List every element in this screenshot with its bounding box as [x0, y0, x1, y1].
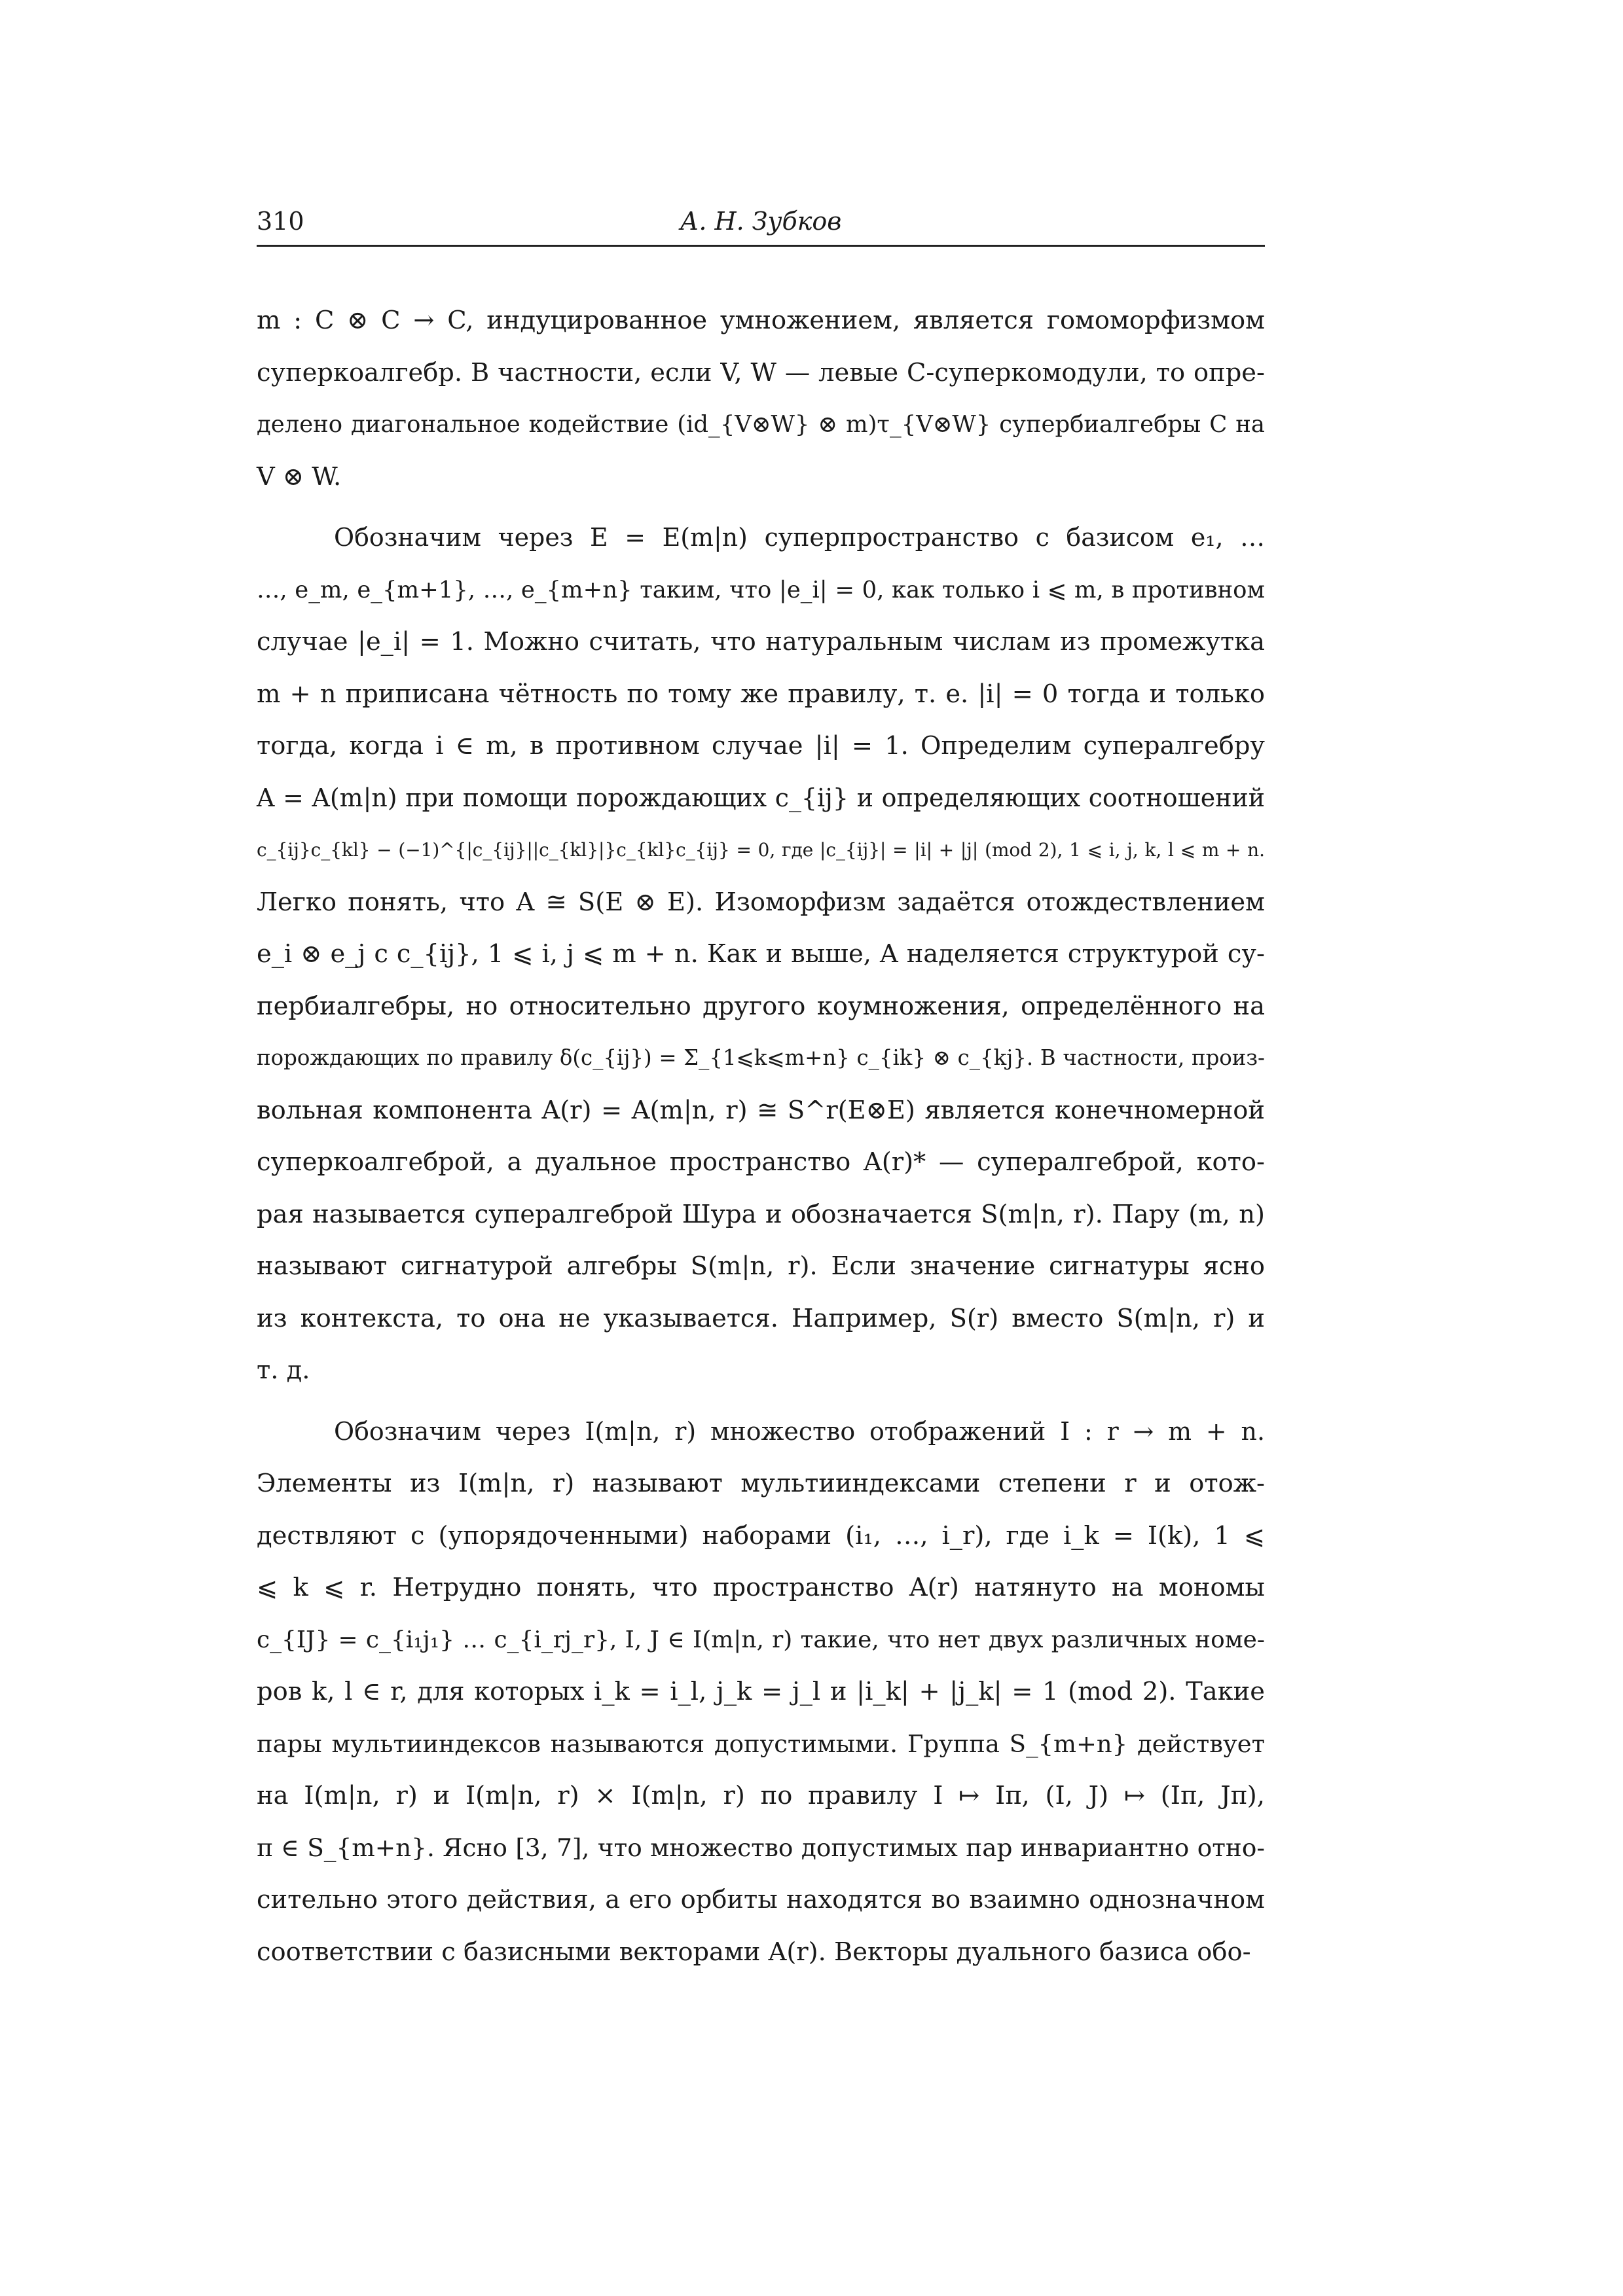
text-line: порождающих по правилу δ(c_{ij}) = Σ_{1⩽k⩽m+n} c_{ik} ⊗ c_{kj}. В частности, произ-: [257, 1045, 1265, 1070]
text-line: m + n приписана чётность по тому же правилу, т. е. |i| = 0 тогда и только: [257, 679, 1265, 709]
text-line: c_{ij}c_{kl} − (−1)^{|c_{ij}||c_{kl}|}c_{kl}c_{ij} = 0, где |c_{ij}| = |i| + |j| (mod 2), 1 ⩽ i, j, k, l ⩽ m + n.: [257, 839, 1265, 861]
text-line: т. д.: [257, 1355, 310, 1385]
text-line: пары мультииндексов называются допустимыми. Группа S_{m+n} действует: [257, 1729, 1265, 1758]
text-line: Обозначим через I(m|n, r) множество отображений I : r → m + n.: [334, 1416, 1265, 1446]
text-line: из контекста, то она не указывается. Например, S(r) вместо S(m|n, r) и: [257, 1303, 1265, 1333]
body-text: [257, 295, 1265, 1987]
text-line: пербиалгебры, но относительно другого коумножения, определённого на: [257, 991, 1265, 1021]
text-line: дествляют с (упорядоченными) наборами (i₁, …, i_r), где i_k = I(k), 1 ⩽: [257, 1520, 1265, 1551]
text-line: V ⊗ W.: [257, 461, 342, 492]
page-header: [257, 203, 1265, 247]
text-line: суперкоалгеброй, а дуальное пространство A(r)* — супералгеброй, кото-: [257, 1147, 1265, 1177]
text-line: ров k, l ∈ r, для которых i_k = i_l, j_k = j_l и |i_k| + |j_k| = 1 (mod 2). Такие: [257, 1677, 1265, 1706]
text-line: …, e_m, e_{m+1}, …, e_{m+n} таким, что |e_i| = 0, как только i ⩽ m, в противном: [257, 576, 1265, 603]
paragraph-3: [257, 1406, 1265, 1979]
text-line: ⩽ k ⩽ r. Нетрудно понять, что пространство A(r) натянуто на мономы: [257, 1573, 1265, 1602]
text-line: Обозначим через E = E(m|n) суперпространство с базисом e₁, …: [334, 523, 1265, 552]
text-line: суперкоалгебр. В частности, если V, W — левые C-суперкомодули, то опре-: [257, 357, 1265, 387]
text-line: Легко понять, что A ≅ S(E ⊗ E). Изоморфизм задаётся отождествлением: [257, 887, 1265, 917]
text-line: m : C ⊗ C → C, индуцированное умножением, является гомоморфизмом: [257, 306, 1265, 335]
text-line: делено диагональное кодействие (id_{V⊗W} ⊗ m)τ_{V⊗W} супербиалгебры C на: [257, 411, 1265, 438]
text-line: называют сигнатурой алгебры S(m|n, r). Если значение сигнатуры ясно: [257, 1251, 1265, 1281]
paragraph-2: [257, 512, 1265, 1397]
text-line: соответствии с базисными векторами A(r). Векторы дуального базиса обо-: [257, 1937, 1251, 1967]
text-line: c_{IJ} = c_{i₁j₁} … c_{i_rj_r}, I, J ∈ I(m|n, r) такие, что нет двух различных номе-: [257, 1626, 1265, 1653]
text-line: сительно этого действия, а его орбиты находятся во взаимно однозначном: [257, 1885, 1265, 1914]
running-head: А. Н. Зубков: [680, 207, 842, 236]
text-line: случае |e_i| = 1. Можно считать, что натуральным числам из промежутка: [257, 627, 1265, 656]
text-line: рая называется супералгеброй Шура и обозначается S(m|n, r). Пару (m, n): [257, 1199, 1265, 1229]
text-line: e_i ⊗ e_j с c_{ij}, 1 ⩽ i, j ⩽ m + n. Как и выше, A наделяется структурой су-: [257, 939, 1265, 969]
text-line: на I(m|n, r) и I(m|n, r) × I(m|n, r) по правилу I ↦ Iπ, (I, J) ↦ (Iπ, Jπ),: [257, 1781, 1265, 1810]
text-line: тогда, когда i ∈ m, в противном случае |i| = 1. Определим супералгебру: [257, 731, 1265, 761]
page-number: 310: [257, 207, 304, 236]
text-line: π ∈ S_{m+n}. Ясно [3, 7], что множество допустимых пар инвариантно отно-: [257, 1833, 1265, 1862]
text-line: Элементы из I(m|n, r) называют мультииндексами степени r и отож-: [257, 1469, 1265, 1498]
paragraph-1: [257, 295, 1265, 503]
text-line: вольная компонента A(r) = A(m|n, r) ≅ S^r(E⊗E) является конечномерной: [257, 1095, 1265, 1125]
text-line: A = A(m|n) при помощи порождающих c_{ij} и определяющих соотношений: [257, 783, 1265, 812]
